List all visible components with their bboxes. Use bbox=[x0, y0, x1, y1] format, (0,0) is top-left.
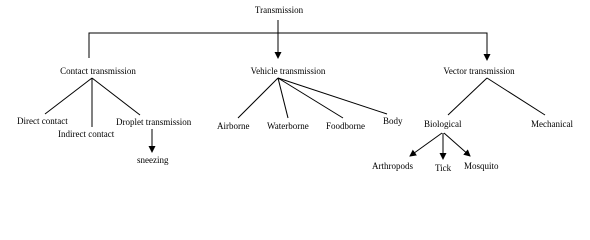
contact-to-droplet-line bbox=[92, 78, 140, 115]
vehicle-to-airborne-line bbox=[238, 78, 278, 118]
vector-to-biological-line bbox=[448, 78, 487, 115]
biological-to-mosquito-arrow bbox=[444, 133, 470, 156]
sneezing-label: sneezing bbox=[137, 155, 169, 165]
vehicle-to-waterborne-line bbox=[278, 78, 288, 118]
mechanical-label: Mechanical bbox=[531, 119, 573, 129]
arthropods-label: Arthropods bbox=[372, 161, 413, 171]
body-label: Body bbox=[383, 116, 403, 126]
root-label: Transmission bbox=[254, 5, 304, 15]
biological-to-arthropods-arrow bbox=[410, 133, 442, 156]
direct-contact-label: Direct contact bbox=[17, 116, 68, 126]
vehicle-transmission-label: Vehicle transmission bbox=[250, 66, 326, 76]
indirect-contact-label: Indirect contact bbox=[58, 129, 115, 139]
waterborne-label: Waterborne bbox=[267, 121, 309, 131]
contact-transmission-label: Contact transmission bbox=[60, 66, 136, 76]
droplet-transmission-label: Droplet transmission bbox=[116, 117, 192, 127]
tick-label: Tick bbox=[435, 163, 452, 173]
airborne-label: Airborne bbox=[217, 121, 250, 131]
foodborne-label: Foodborne bbox=[326, 121, 365, 131]
root-horizontal-connector bbox=[89, 33, 487, 58]
vehicle-to-body-line bbox=[278, 78, 387, 114]
vector-transmission-label: Vector transmission bbox=[443, 66, 515, 76]
vector-to-mechanical-line bbox=[487, 78, 545, 115]
mosquito-label: Mosquito bbox=[464, 161, 499, 171]
vehicle-to-foodborne-line bbox=[278, 78, 343, 118]
contact-to-direct-line bbox=[45, 78, 92, 114]
biological-label: Biological bbox=[424, 119, 462, 129]
